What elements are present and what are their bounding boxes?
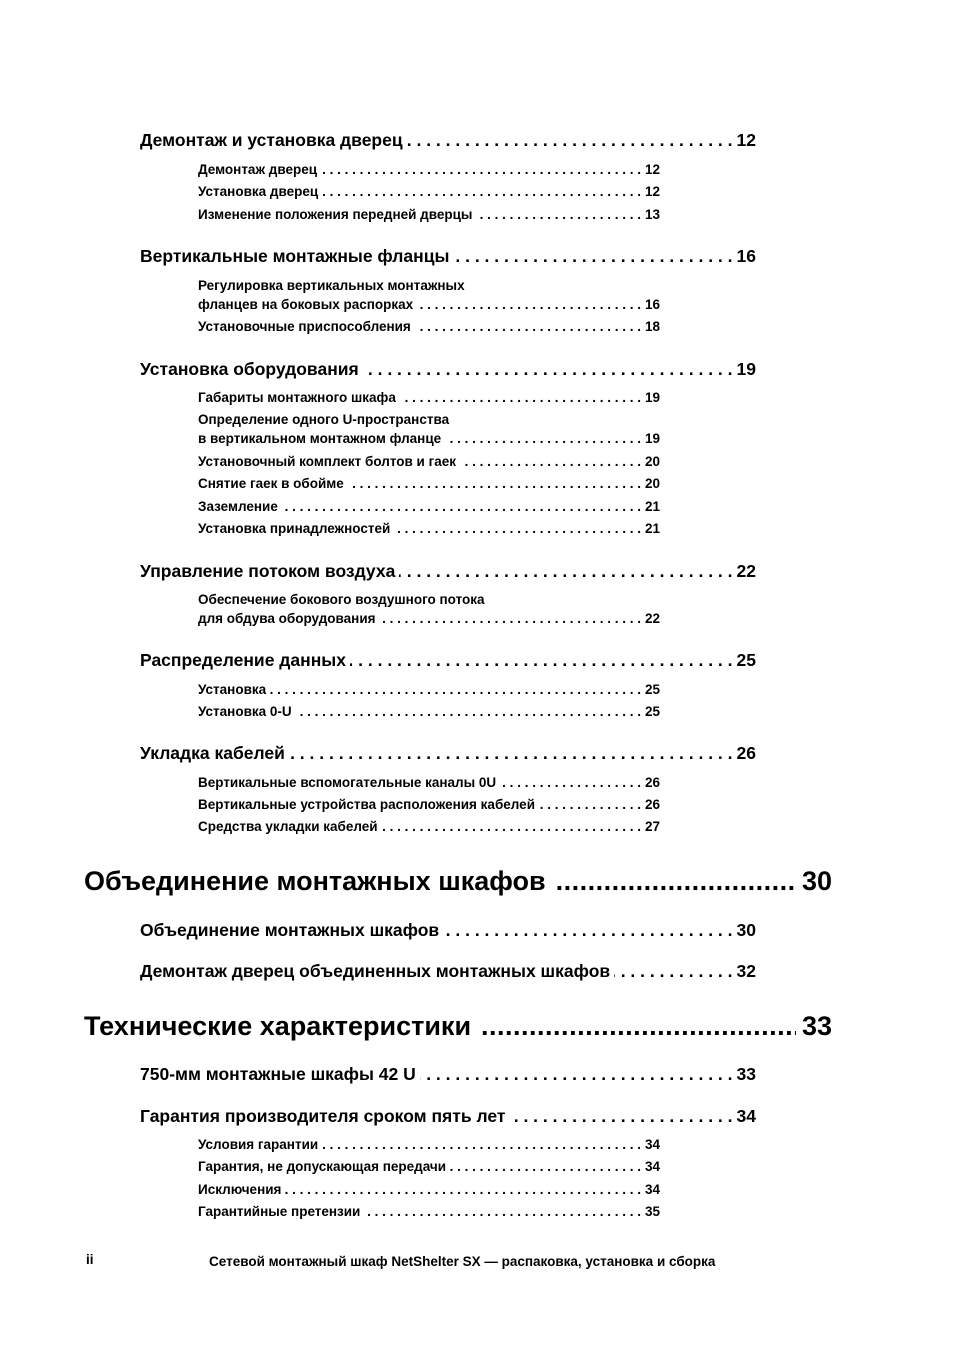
dot-leader <box>445 431 641 446</box>
dot-leader <box>500 775 641 790</box>
toc-entry-title: Управление потоком воздуха <box>140 561 396 581</box>
toc-page-number: 30 <box>736 920 756 940</box>
toc-entry-title: Вертикальные устройства расположения кабелей <box>198 797 535 812</box>
toc-subsection[interactable] <box>198 1137 660 1157</box>
toc-subsection[interactable] <box>198 319 660 339</box>
toc-chapter[interactable] <box>84 866 832 900</box>
toc-entry-title: Гарантия, не допускающая передачи <box>198 1159 447 1174</box>
toc-entry-title: Установочные приспособления <box>198 319 411 334</box>
toc-page-number: 18 <box>644 319 660 334</box>
toc-subsection[interactable] <box>198 184 660 204</box>
toc-page-number: 21 <box>644 521 660 536</box>
toc-subsection[interactable] <box>198 1159 660 1179</box>
toc-page-number: 20 <box>644 454 660 469</box>
toc-page-number: 34 <box>644 1137 660 1152</box>
toc-subsection[interactable] <box>198 1204 660 1224</box>
toc-entry-title: Установка <box>198 682 267 697</box>
dot-leader <box>481 1011 796 1042</box>
dot-leader <box>363 359 733 380</box>
toc-page-number: 34 <box>736 1106 756 1126</box>
toc-entry-title: 750-мм монтажные шкафы 42 U <box>140 1064 416 1084</box>
dot-leader <box>509 1106 732 1127</box>
toc-subsection[interactable] <box>198 819 660 839</box>
dot-leader <box>450 1159 641 1174</box>
toc-page-number: 12 <box>736 130 756 150</box>
toc-section[interactable] <box>140 920 756 944</box>
toc-entry-title: Вертикальные монтажные фланцы <box>140 246 450 266</box>
toc-page-number: 26 <box>644 797 660 812</box>
toc-page-number: 13 <box>644 207 660 222</box>
dot-leader <box>350 650 733 671</box>
dot-leader <box>417 297 641 312</box>
toc-page-number: 26 <box>736 743 756 763</box>
toc-page-number: 35 <box>644 1204 660 1219</box>
dot-leader <box>476 207 641 222</box>
toc-entry-title: Снятие гаек в обойме <box>198 476 344 491</box>
toc-entry-title: Укладка кабелей <box>140 743 285 763</box>
toc-section[interactable] <box>140 359 756 383</box>
dot-leader <box>322 1137 641 1152</box>
dot-leader <box>399 561 732 582</box>
toc-section[interactable] <box>140 246 756 270</box>
toc-page-number: 34 <box>644 1182 660 1197</box>
toc-subsection[interactable] <box>198 431 660 451</box>
toc-chapter[interactable] <box>84 1011 832 1045</box>
toc-page-number: 20 <box>644 476 660 491</box>
toc-page-number: 12 <box>644 162 660 177</box>
dot-leader <box>364 1204 641 1219</box>
dot-leader <box>556 866 796 897</box>
toc-subsection[interactable] <box>198 454 660 474</box>
toc-entry-title: Технические характеристики <box>84 1011 472 1041</box>
toc-entry-title: для обдува оборудования <box>198 611 376 626</box>
toc-subsection[interactable] <box>198 476 660 496</box>
toc-entry-title: Гарантийные претензии <box>198 1204 361 1219</box>
toc-section[interactable] <box>140 961 756 985</box>
toc-page-number: 30 <box>801 866 832 896</box>
dot-leader <box>282 499 641 514</box>
toc-subsection[interactable] <box>198 499 660 519</box>
toc-entry-title: Демонтаж дверец объединенных монтажных шкафов <box>140 961 611 981</box>
dot-leader <box>539 797 641 812</box>
dot-leader <box>453 246 732 267</box>
toc-section[interactable] <box>140 743 756 767</box>
dot-leader <box>614 961 732 982</box>
toc-entry-title: Объединение монтажных шкафов <box>140 920 440 940</box>
toc-page-number: 21 <box>644 499 660 514</box>
toc-entry-title: Средства укладки кабелей <box>198 819 378 834</box>
toc-section[interactable] <box>140 650 756 674</box>
toc-subsection[interactable] <box>198 611 660 631</box>
toc-page-number: 19 <box>644 390 660 405</box>
toc-entry-title: Установочный комплект болтов и гаек <box>198 454 456 469</box>
toc-entry-title: Установка принадлежностей <box>198 521 391 536</box>
toc-entry-title: Объединение монтажных шкафов <box>84 866 546 896</box>
toc-entry-text: Регулировка вертикальных монтажных <box>198 278 465 293</box>
dot-leader <box>285 1182 641 1197</box>
dot-leader <box>296 704 641 719</box>
toc-page-number: 27 <box>644 819 660 834</box>
toc-subsection[interactable] <box>198 521 660 541</box>
toc-subsection[interactable] <box>198 1182 660 1202</box>
toc-entry-title: Установка оборудования <box>140 359 359 379</box>
toc-entry-title: Демонтаж и установка дверец <box>140 130 403 150</box>
toc-entry-title: в вертикальном монтажном фланце <box>198 431 442 446</box>
toc-entry-title: Установка дверец <box>198 184 319 199</box>
dot-leader <box>460 454 641 469</box>
toc-entry-title: Габариты монтажного шкафа <box>198 390 396 405</box>
toc-page-number: 22 <box>644 611 660 626</box>
dot-leader <box>394 521 641 536</box>
dot-leader <box>443 920 732 941</box>
toc-entry-title: Заземление <box>198 499 278 514</box>
toc-entry-title: Исключения <box>198 1182 282 1197</box>
toc-section[interactable] <box>140 561 756 585</box>
toc-subsection[interactable] <box>198 297 660 317</box>
toc-page-number: 32 <box>736 961 756 981</box>
toc-entry-text: Обеспечение бокового воздушного потока <box>198 592 485 607</box>
toc-section[interactable] <box>140 1106 756 1130</box>
toc-entry-title: Распределение данных <box>140 650 346 670</box>
toc-page-number: 19 <box>644 431 660 446</box>
toc-entry-text: Определение одного U-пространства <box>198 412 450 427</box>
dot-leader <box>322 184 641 199</box>
dot-leader <box>407 130 733 151</box>
toc-page-number: 19 <box>736 359 756 379</box>
dot-leader <box>348 476 641 491</box>
dot-leader <box>270 682 641 697</box>
toc-entry-title: Вертикальные вспомогательные каналы 0U <box>198 775 497 790</box>
toc-entry-title: Установка 0-U <box>198 704 292 719</box>
toc-page-number: 33 <box>736 1064 756 1084</box>
toc-entry-title: Гарантия производителя сроком пять лет <box>140 1106 506 1126</box>
toc-entry-title: Условия гарантии <box>198 1137 319 1152</box>
toc-subsection[interactable] <box>198 704 660 724</box>
toc-page-number: 25 <box>736 650 756 670</box>
footer-title: Сетевой монтажный шкаф NetShelter SX — распаковка, установка и сборка <box>209 1254 716 1269</box>
dot-leader <box>400 390 641 405</box>
dot-leader <box>420 1064 733 1085</box>
toc-page-number: 16 <box>644 297 660 312</box>
toc-page-number: 16 <box>736 246 756 266</box>
toc-subsection[interactable] <box>198 682 660 702</box>
toc-subsection[interactable] <box>198 207 660 227</box>
toc-page-number: 33 <box>801 1011 832 1041</box>
toc-entry-title: фланцев на боковых распорках <box>198 297 414 312</box>
toc-entry-title: Изменение положения передней дверцы <box>198 207 473 222</box>
toc-page-number: 34 <box>644 1159 660 1174</box>
toc-page-number: 25 <box>644 682 660 697</box>
toc-subsection[interactable] <box>198 390 660 410</box>
dot-leader <box>415 319 641 334</box>
toc-page-number: 12 <box>644 184 660 199</box>
dot-leader <box>321 162 641 177</box>
toc-section[interactable] <box>140 1064 756 1088</box>
dot-leader <box>380 611 641 626</box>
dot-leader <box>289 743 733 764</box>
toc-page-number: 25 <box>644 704 660 719</box>
toc-entry-title: Демонтаж дверец <box>198 162 318 177</box>
dot-leader <box>382 819 641 834</box>
toc-page-number: 22 <box>736 561 756 581</box>
footer-page-number: ii <box>86 1252 94 1267</box>
toc-subsection[interactable] <box>198 797 660 817</box>
toc-subsection[interactable] <box>198 162 660 182</box>
toc-page-number: 26 <box>644 775 660 790</box>
toc-section[interactable] <box>140 130 756 154</box>
toc-subsection[interactable] <box>198 775 660 795</box>
